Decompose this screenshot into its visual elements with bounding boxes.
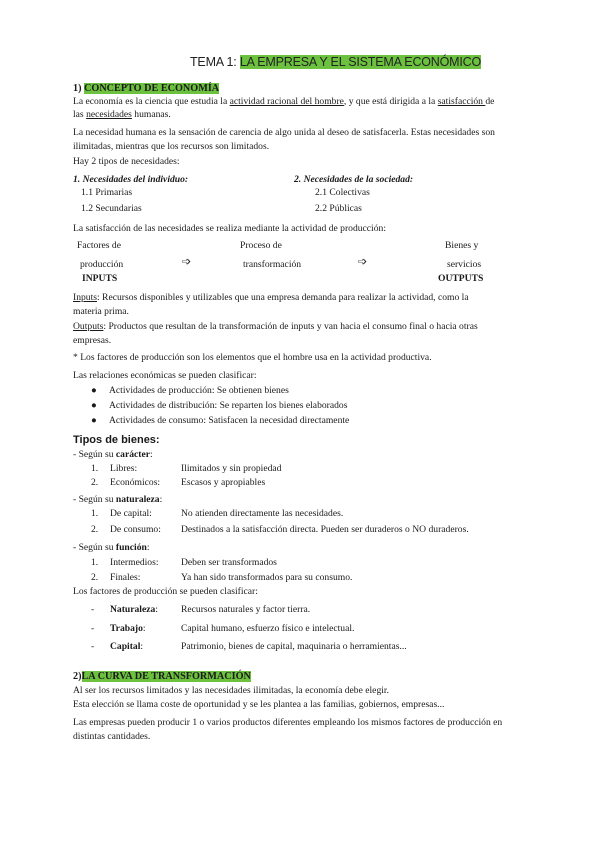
goods-desc: Deben ser transformados bbox=[181, 557, 277, 568]
flow-process-line2: transformación bbox=[243, 259, 302, 270]
section-1-heading: 1) CONCEPTO DE ECONOMÍA bbox=[73, 83, 220, 94]
flow-inputs-line2: producción bbox=[80, 259, 124, 270]
page-title bbox=[190, 54, 481, 70]
relation-item: Actividades de distribución: Se reparten los bienes elaborados bbox=[109, 400, 348, 411]
goods-by-function: - Según su función: bbox=[73, 542, 150, 553]
list-number: 1. bbox=[91, 508, 99, 519]
goods-desc: Destinados a la satisfacción directa. Pueden ser duraderos o NO duraderos. bbox=[181, 524, 469, 535]
curve-paragraph-1: Al ser los recursos limitados y las necesidades ilimitadas, la economía debe elegir. bbox=[73, 685, 389, 696]
goods-by-character: - Según su carácter: bbox=[73, 449, 153, 460]
curve-paragraph-3-line2: distintas cantidades. bbox=[73, 731, 151, 742]
goods-desc: Ilimitados y sin propiedad bbox=[181, 463, 282, 474]
factors-note: * Los factores de producción son los elementos que el hombre usa en la actividad productiva. bbox=[73, 352, 432, 363]
economy-definition-line1: La economía es la ciencia que estudia la actividad racional del hombre, y que está dirigida a la satisfacción de bbox=[73, 96, 495, 107]
need-definition-line1: La necesidad humana es la sensación de carencia de algo unida al deseo de satisfacerla. Estas necesidades son bbox=[73, 127, 495, 138]
list-number: 1. bbox=[91, 557, 99, 568]
relation-bullet-icon: ● bbox=[91, 385, 97, 396]
factor-desc: Recursos naturales y factor tierra. bbox=[181, 604, 311, 615]
economy-definition-line2: las necesidades humanas. bbox=[73, 109, 171, 120]
goods-desc: Ya han sido transformados para su consumo. bbox=[181, 572, 353, 583]
list-number: 2. bbox=[91, 572, 99, 583]
factor-label: Capital: bbox=[110, 641, 144, 652]
goods-label: De capital: bbox=[110, 508, 152, 519]
curve-paragraph-3-line1: Las empresas pueden producir 1 o varios productos diferentes empleando los mismos factores de producción en bbox=[73, 717, 503, 728]
outputs-definition-line1: Outputs: Productos que resultan de la transformación de inputs y van hacia el consumo final o hacia otras bbox=[73, 321, 478, 332]
outputs-definition-line2: empresas. bbox=[73, 335, 112, 346]
factor-label: Trabajo: bbox=[110, 623, 146, 634]
flow-outputs-line2: servicios bbox=[447, 259, 482, 270]
needs-individual-title: 1. Necesidades del individuo: bbox=[73, 174, 189, 185]
goods-desc: Escasos y apropiables bbox=[181, 477, 266, 488]
flow-process-line1: Proceso de bbox=[240, 240, 282, 251]
factor-dash: - bbox=[91, 604, 95, 615]
relations-intro: Las relaciones económicas se pueden clasificar: bbox=[73, 370, 257, 381]
needs-society-item: 2.2 Públicas bbox=[315, 203, 362, 214]
need-definition-line2: ilimitadas, mientras que los recursos son limitados. bbox=[73, 141, 270, 152]
flow-outputs-line1: Bienes y bbox=[445, 240, 479, 251]
flow-outputs-label: OUTPUTS bbox=[438, 273, 484, 284]
list-number: 2. bbox=[91, 477, 99, 488]
goods-by-nature: - Según su naturaleza: bbox=[73, 494, 163, 505]
title-prefix: TEMA 1: bbox=[190, 55, 240, 69]
needs-individual-item: 1.2 Secundarias bbox=[81, 203, 142, 214]
title-highlight: LA EMPRESA Y EL SISTEMA ECONÓMICO bbox=[239, 55, 481, 69]
goods-label: Finales: bbox=[110, 572, 141, 583]
goods-label: Libres: bbox=[110, 463, 138, 474]
factor-dash: - bbox=[91, 641, 95, 652]
needs-society-title: 2. Necesidades de la sociedad: bbox=[294, 174, 414, 185]
factors-intro: Los factores de producción se pueden clasificar: bbox=[73, 586, 258, 597]
inputs-definition-line2: materia prima. bbox=[73, 306, 129, 317]
factor-desc: Capital humano, esfuerzo físico e intelectual. bbox=[181, 623, 355, 634]
relation-item: Actividades de producción: Se obtienen bienes bbox=[109, 385, 289, 396]
goods-label: De consumo: bbox=[110, 524, 161, 535]
list-number: 2. bbox=[91, 524, 99, 535]
list-number: 1. bbox=[91, 463, 99, 474]
needs-types-intro: Hay 2 tipos de necesidades: bbox=[73, 156, 180, 167]
goods-label: Intermedios: bbox=[110, 557, 159, 568]
curve-paragraph-2: Esta elección se llama coste de oportunidad y se les plantea a las familias, gobiernos, empresas... bbox=[73, 699, 445, 710]
goods-label: Económicos: bbox=[110, 477, 161, 488]
production-intro: La satisfacción de las necesidades se realiza mediante la actividad de producción: bbox=[73, 223, 386, 234]
needs-society-item: 2.1 Colectivas bbox=[315, 187, 370, 198]
goods-types-heading: Tipos de bienes: bbox=[73, 434, 160, 446]
flow-inputs-label: INPUTS bbox=[82, 273, 118, 284]
flow-arrow-icon: ➩ bbox=[182, 255, 192, 268]
factor-desc: Patrimonio, bienes de capital, maquinaria o herramientas... bbox=[181, 641, 407, 652]
flow-arrow-icon: ➩ bbox=[358, 255, 368, 268]
relation-item: Actividades de consumo: Satisfacen la necesidad directamente bbox=[109, 415, 350, 426]
factor-label: Naturaleza: bbox=[110, 604, 158, 615]
inputs-definition-line1: Inputs: Recursos disponibles y utilizables que una empresa demanda para realizar la actividad, como la bbox=[73, 292, 469, 303]
factor-dash: - bbox=[91, 623, 95, 634]
flow-inputs-line1: Factores de bbox=[77, 240, 121, 251]
relation-bullet-icon: ● bbox=[91, 400, 97, 411]
goods-desc: No atienden directamente las necesidades. bbox=[181, 508, 344, 519]
relation-bullet-icon: ● bbox=[91, 415, 97, 426]
needs-individual-item: 1.1 Primarias bbox=[81, 187, 133, 198]
section-2-heading: 2)LA CURVA DE TRANSFORMACIÓN bbox=[73, 671, 251, 682]
